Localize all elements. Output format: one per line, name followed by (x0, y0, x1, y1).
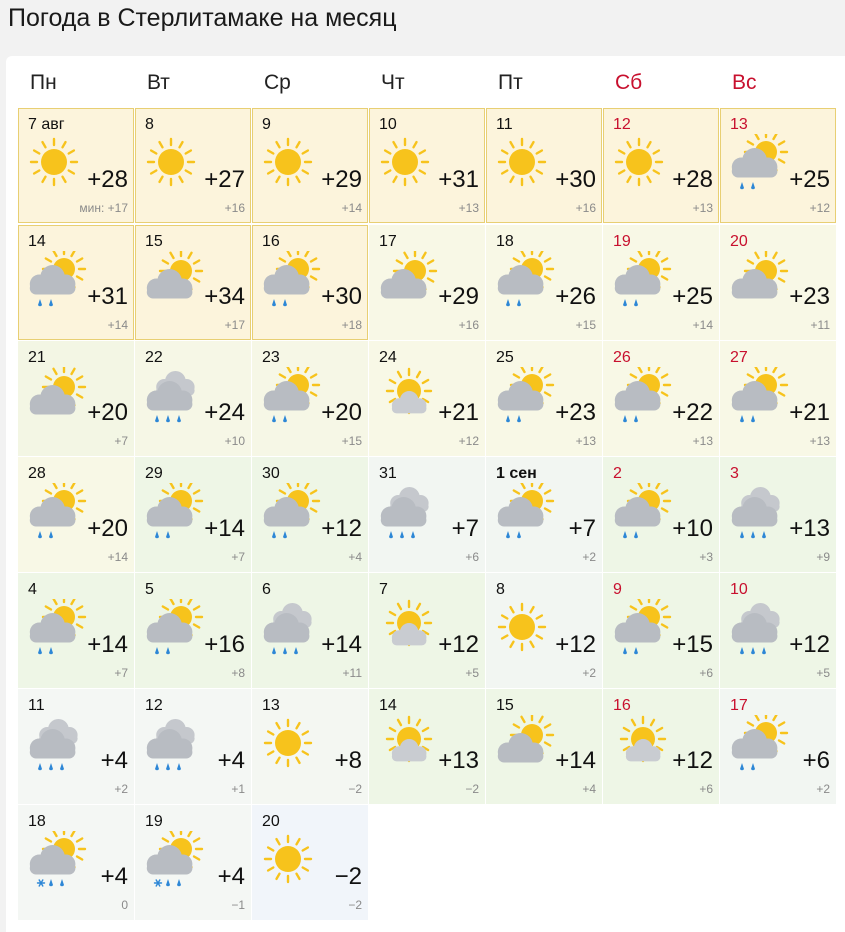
day-max-temp: +4 (217, 747, 245, 774)
partly-cloudy-rain-icon (609, 251, 673, 315)
day-date: 23 (262, 349, 280, 366)
day-cell[interactable] (18, 689, 134, 804)
day-cell[interactable] (720, 689, 836, 804)
sun-icon (258, 715, 322, 779)
day-max-temp: +31 (438, 166, 479, 193)
day-min-temp (114, 782, 128, 796)
day-date: 6 (262, 581, 271, 598)
day-date: 12 (613, 116, 631, 133)
day-cell[interactable] (720, 457, 836, 572)
day-cell[interactable] (252, 457, 368, 572)
day-cell[interactable] (603, 689, 719, 804)
day-min-temp (108, 318, 128, 332)
day-date: 17 (379, 233, 397, 250)
day-min-temp (810, 434, 830, 448)
min-value: +11 (342, 666, 362, 680)
min-value: +4 (582, 782, 596, 796)
day-cell[interactable] (486, 689, 602, 804)
day-cell[interactable] (369, 225, 485, 340)
day-date: 4 (28, 581, 37, 598)
sun-cloud-icon (375, 599, 439, 663)
min-value: +14 (341, 201, 362, 215)
day-max-temp: +13 (789, 515, 830, 542)
day-min-temp (699, 550, 713, 564)
sun-icon (141, 134, 205, 198)
day-date: 7 авг (28, 116, 65, 133)
day-max-temp: +28 (672, 166, 713, 193)
day-cell[interactable] (486, 108, 602, 223)
day-cell[interactable] (18, 573, 134, 688)
day-date: 7 (379, 581, 388, 598)
day-min-temp (816, 550, 830, 564)
day-max-temp: +29 (321, 166, 362, 193)
day-min-temp (576, 318, 596, 332)
day-max-temp: +31 (87, 283, 128, 310)
min-value: +15 (341, 434, 362, 448)
cloudy-rain-icon (726, 483, 790, 547)
day-max-temp: +15 (672, 631, 713, 658)
day-date: 10 (379, 116, 397, 133)
partly-cloudy-rain-icon (258, 251, 322, 315)
sun-cloud-icon (375, 715, 439, 779)
min-value: +2 (816, 782, 830, 796)
min-value: +13 (575, 434, 596, 448)
day-max-temp: +30 (321, 283, 362, 310)
day-cell[interactable] (135, 225, 251, 340)
day-cell[interactable] (369, 457, 485, 572)
min-value: +2 (582, 666, 596, 680)
weekday-thu: Чт (381, 71, 405, 94)
day-min-temp (225, 434, 245, 448)
min-value: +15 (575, 318, 596, 332)
day-cell[interactable] (252, 225, 368, 340)
day-max-temp: +29 (438, 283, 479, 310)
day-date: 29 (145, 465, 163, 482)
min-value: +14 (692, 318, 713, 332)
partly-cloudy-rain-icon (24, 251, 88, 315)
day-max-temp: +30 (555, 166, 596, 193)
day-cell[interactable] (252, 108, 368, 223)
day-min-temp (348, 550, 362, 564)
day-max-temp: +22 (672, 399, 713, 426)
day-min-temp (699, 666, 713, 680)
day-date: 24 (379, 349, 397, 366)
day-min-temp (231, 550, 245, 564)
partly-cloudy-rain-icon (726, 367, 790, 431)
day-cell[interactable] (369, 689, 485, 804)
cloudy-rain-icon (726, 599, 790, 663)
day-cell[interactable] (486, 457, 602, 572)
min-value: +17 (107, 201, 128, 215)
day-min-temp (342, 201, 362, 215)
min-value: +7 (114, 666, 128, 680)
weekday-mon: Пн (30, 71, 57, 94)
partly-cloudy-rain-icon (609, 483, 673, 547)
min-value: +16 (458, 318, 479, 332)
day-cell[interactable] (486, 225, 602, 340)
min-value: +12 (458, 434, 479, 448)
day-cell[interactable] (720, 225, 836, 340)
day-min-temp (114, 434, 128, 448)
day-min-temp (225, 318, 245, 332)
min-value: +11 (810, 318, 830, 332)
cloudy-rain-icon (141, 715, 205, 779)
min-value: +18 (341, 318, 362, 332)
partly-cloudy-icon (726, 251, 790, 315)
day-min-temp (816, 782, 830, 796)
day-max-temp: +8 (334, 747, 362, 774)
page-title: Погода в Стерлитамаке на месяц (8, 4, 397, 32)
day-cell[interactable] (603, 341, 719, 456)
day-max-temp: +14 (321, 631, 362, 658)
day-date: 3 (730, 465, 739, 482)
day-cell[interactable] (603, 573, 719, 688)
partly-cloudy-rain-icon (258, 367, 322, 431)
partly-cloudy-rain-icon (726, 715, 790, 779)
day-date: 5 (145, 581, 154, 598)
day-cell[interactable] (135, 341, 251, 456)
day-date: 9 (613, 581, 622, 598)
day-date: 19 (145, 813, 163, 830)
day-date: 20 (262, 813, 280, 830)
sun-icon (609, 134, 673, 198)
partly-cloudy-icon (375, 251, 439, 315)
partly-cloudy-rain-icon (141, 483, 205, 547)
day-min-temp (121, 898, 128, 912)
day-cell[interactable] (486, 341, 602, 456)
day-max-temp: +21 (438, 399, 479, 426)
day-date: 25 (496, 349, 514, 366)
day-cell[interactable] (252, 689, 368, 804)
day-min-temp (465, 550, 479, 564)
weekday-wed: Ср (264, 71, 291, 94)
day-max-temp: +23 (555, 399, 596, 426)
min-value: +8 (231, 666, 245, 680)
day-min-temp (231, 898, 245, 912)
min-value: +4 (348, 550, 362, 564)
min-value: −2 (348, 898, 362, 912)
day-max-temp: +20 (87, 515, 128, 542)
min-value: −1 (231, 898, 245, 912)
day-date: 12 (145, 697, 163, 714)
day-min-temp (343, 666, 362, 680)
day-cell[interactable] (603, 225, 719, 340)
day-min-temp (693, 318, 713, 332)
day-min-temp (459, 434, 479, 448)
day-min-temp (225, 201, 245, 215)
day-cell[interactable] (369, 341, 485, 456)
weekday-tue: Вт (147, 71, 170, 94)
day-max-temp: +12 (321, 515, 362, 542)
day-date: 14 (28, 233, 46, 250)
day-date: 27 (730, 349, 748, 366)
day-min-temp (582, 782, 596, 796)
partly-cloudy-rain-icon (492, 251, 556, 315)
day-date: 11 (496, 116, 513, 133)
day-cell[interactable] (252, 573, 368, 688)
day-date: 16 (613, 697, 631, 714)
cloudy-rain-icon (258, 599, 322, 663)
min-value: +6 (699, 782, 713, 796)
day-cell[interactable] (720, 341, 836, 456)
min-value: +13 (809, 434, 830, 448)
min-value: +5 (816, 666, 830, 680)
sun-icon (375, 134, 439, 198)
day-cell[interactable] (603, 108, 719, 223)
day-min-temp (693, 201, 713, 215)
sun-icon (492, 599, 556, 663)
partly-cloudy-rain-icon (609, 367, 673, 431)
partly-cloudy-rain-icon (24, 599, 88, 663)
partly-cloudy-rain-icon (492, 483, 556, 547)
day-date: 18 (496, 233, 514, 250)
day-max-temp: +27 (204, 166, 245, 193)
min-value: 0 (121, 898, 128, 912)
min-value: +14 (107, 550, 128, 564)
day-cell[interactable] (603, 457, 719, 572)
day-date: 19 (613, 233, 631, 250)
day-max-temp: +4 (100, 747, 128, 774)
day-max-temp: +24 (204, 399, 245, 426)
cloudy-rain-icon (375, 483, 439, 547)
min-value: +12 (809, 201, 830, 215)
day-cell[interactable] (18, 457, 134, 572)
day-min-temp (459, 318, 479, 332)
day-max-temp: +4 (100, 863, 128, 890)
day-max-temp: +12 (672, 747, 713, 774)
day-max-temp: +23 (789, 283, 830, 310)
min-value: +13 (458, 201, 479, 215)
partly-cloudy-rain-icon (492, 367, 556, 431)
day-date: 8 (496, 581, 505, 598)
day-date: 30 (262, 465, 280, 482)
day-max-temp: +12 (555, 631, 596, 658)
day-max-temp: −2 (334, 863, 362, 890)
sun-cloud-icon (375, 367, 439, 431)
cloudy-rain-icon (24, 715, 88, 779)
day-min-temp (348, 782, 362, 796)
day-cell[interactable] (135, 108, 251, 223)
sun-icon (258, 831, 322, 895)
min-value: +7 (231, 550, 245, 564)
min-value: +6 (465, 550, 479, 564)
day-cell[interactable] (486, 573, 602, 688)
day-min-temp (459, 201, 479, 215)
day-min-temp (576, 201, 596, 215)
min-value: +6 (699, 666, 713, 680)
min-value: +3 (699, 550, 713, 564)
min-value: −2 (348, 782, 362, 796)
day-min-temp (231, 666, 245, 680)
day-date: 14 (379, 697, 397, 714)
day-max-temp: +21 (789, 399, 830, 426)
day-min-temp (582, 550, 596, 564)
day-min-temp (816, 666, 830, 680)
min-value: +16 (224, 201, 245, 215)
day-date: 21 (28, 349, 46, 366)
day-max-temp: +6 (802, 747, 830, 774)
day-min-temp (576, 434, 596, 448)
min-label: мин: (79, 201, 108, 215)
day-date: 1 сен (496, 465, 537, 482)
day-cell[interactable] (720, 573, 836, 688)
min-value: +7 (114, 434, 128, 448)
day-min-temp (79, 201, 128, 215)
day-cell[interactable] (369, 108, 485, 223)
partly-cloudy-rain-icon (609, 599, 673, 663)
day-max-temp: +34 (204, 283, 245, 310)
day-max-temp: +12 (438, 631, 479, 658)
day-min-temp (811, 318, 830, 332)
day-cell[interactable] (18, 225, 134, 340)
day-max-temp: +26 (555, 283, 596, 310)
day-min-temp (342, 434, 362, 448)
day-cell[interactable] (720, 108, 836, 223)
day-max-temp: +14 (555, 747, 596, 774)
day-date: 20 (730, 233, 748, 250)
day-max-temp: +28 (87, 166, 128, 193)
weekday-sun: Вс (732, 71, 757, 94)
min-value: +16 (575, 201, 596, 215)
day-max-temp: +20 (87, 399, 128, 426)
day-min-temp (699, 782, 713, 796)
day-date: 10 (730, 581, 748, 598)
partly-cloudy-rain-icon (258, 483, 322, 547)
sun-icon (258, 134, 322, 198)
partly-cloudy-icon (492, 715, 556, 779)
day-max-temp: +14 (204, 515, 245, 542)
day-max-temp: +14 (87, 631, 128, 658)
day-cell[interactable] (18, 805, 134, 920)
day-cell[interactable] (369, 573, 485, 688)
min-value: +17 (224, 318, 245, 332)
partly-cloudy-icon (24, 367, 88, 431)
day-cell[interactable] (135, 805, 251, 920)
partly-cloudy-snow-icon (141, 831, 205, 895)
cloudy-rain-icon (141, 367, 205, 431)
sun-icon (492, 134, 556, 198)
day-cell[interactable] (135, 573, 251, 688)
day-date: 9 (262, 116, 271, 133)
partly-cloudy-snow-icon (24, 831, 88, 895)
day-min-temp (342, 318, 362, 332)
day-min-temp (465, 782, 479, 796)
min-value: +9 (816, 550, 830, 564)
min-value: +13 (692, 201, 713, 215)
min-value: +2 (582, 550, 596, 564)
day-cell[interactable] (135, 457, 251, 572)
day-max-temp: +25 (672, 283, 713, 310)
day-min-temp (465, 666, 479, 680)
day-max-temp: +20 (321, 399, 362, 426)
day-max-temp: +13 (438, 747, 479, 774)
day-cell[interactable] (252, 341, 368, 456)
day-cell[interactable] (252, 805, 368, 920)
day-cell[interactable] (135, 689, 251, 804)
day-min-temp (810, 201, 830, 215)
day-date: 26 (613, 349, 631, 366)
min-value: +1 (231, 782, 245, 796)
day-max-temp: +16 (204, 631, 245, 658)
day-date: 13 (730, 116, 748, 133)
day-max-temp: +12 (789, 631, 830, 658)
partly-cloudy-rain-icon (141, 599, 205, 663)
day-min-temp (693, 434, 713, 448)
day-max-temp: +10 (672, 515, 713, 542)
partly-cloudy-rain-icon (24, 483, 88, 547)
day-date: 11 (28, 697, 45, 714)
day-cell[interactable] (18, 341, 134, 456)
day-date: 17 (730, 697, 748, 714)
day-max-temp: +25 (789, 166, 830, 193)
sun-cloud-icon (609, 715, 673, 779)
day-date: 18 (28, 813, 46, 830)
weekday-sat: Сб (615, 71, 643, 94)
min-value: +14 (107, 318, 128, 332)
day-date: 15 (496, 697, 514, 714)
min-value: +13 (692, 434, 713, 448)
min-value: +2 (114, 782, 128, 796)
day-min-temp (231, 782, 245, 796)
weekday-fri: Пт (498, 71, 523, 94)
day-max-temp: +4 (217, 863, 245, 890)
day-max-temp: +7 (568, 515, 596, 542)
day-min-temp (348, 898, 362, 912)
day-date: 15 (145, 233, 163, 250)
day-date: 16 (262, 233, 280, 250)
min-value: +10 (224, 434, 245, 448)
day-date: 28 (28, 465, 46, 482)
day-date: 31 (379, 465, 397, 482)
day-date: 8 (145, 116, 154, 133)
day-date: 2 (613, 465, 622, 482)
day-cell[interactable] (18, 108, 134, 223)
day-max-temp: +7 (451, 515, 479, 542)
min-value: −2 (465, 782, 479, 796)
day-date: 22 (145, 349, 163, 366)
day-min-temp (108, 550, 128, 564)
day-min-temp (582, 666, 596, 680)
min-value: +5 (465, 666, 479, 680)
day-date: 13 (262, 697, 280, 714)
sun-icon (24, 134, 88, 198)
day-min-temp (114, 666, 128, 680)
partly-cloudy-icon (141, 251, 205, 315)
partly-cloudy-rain-icon (726, 134, 790, 198)
